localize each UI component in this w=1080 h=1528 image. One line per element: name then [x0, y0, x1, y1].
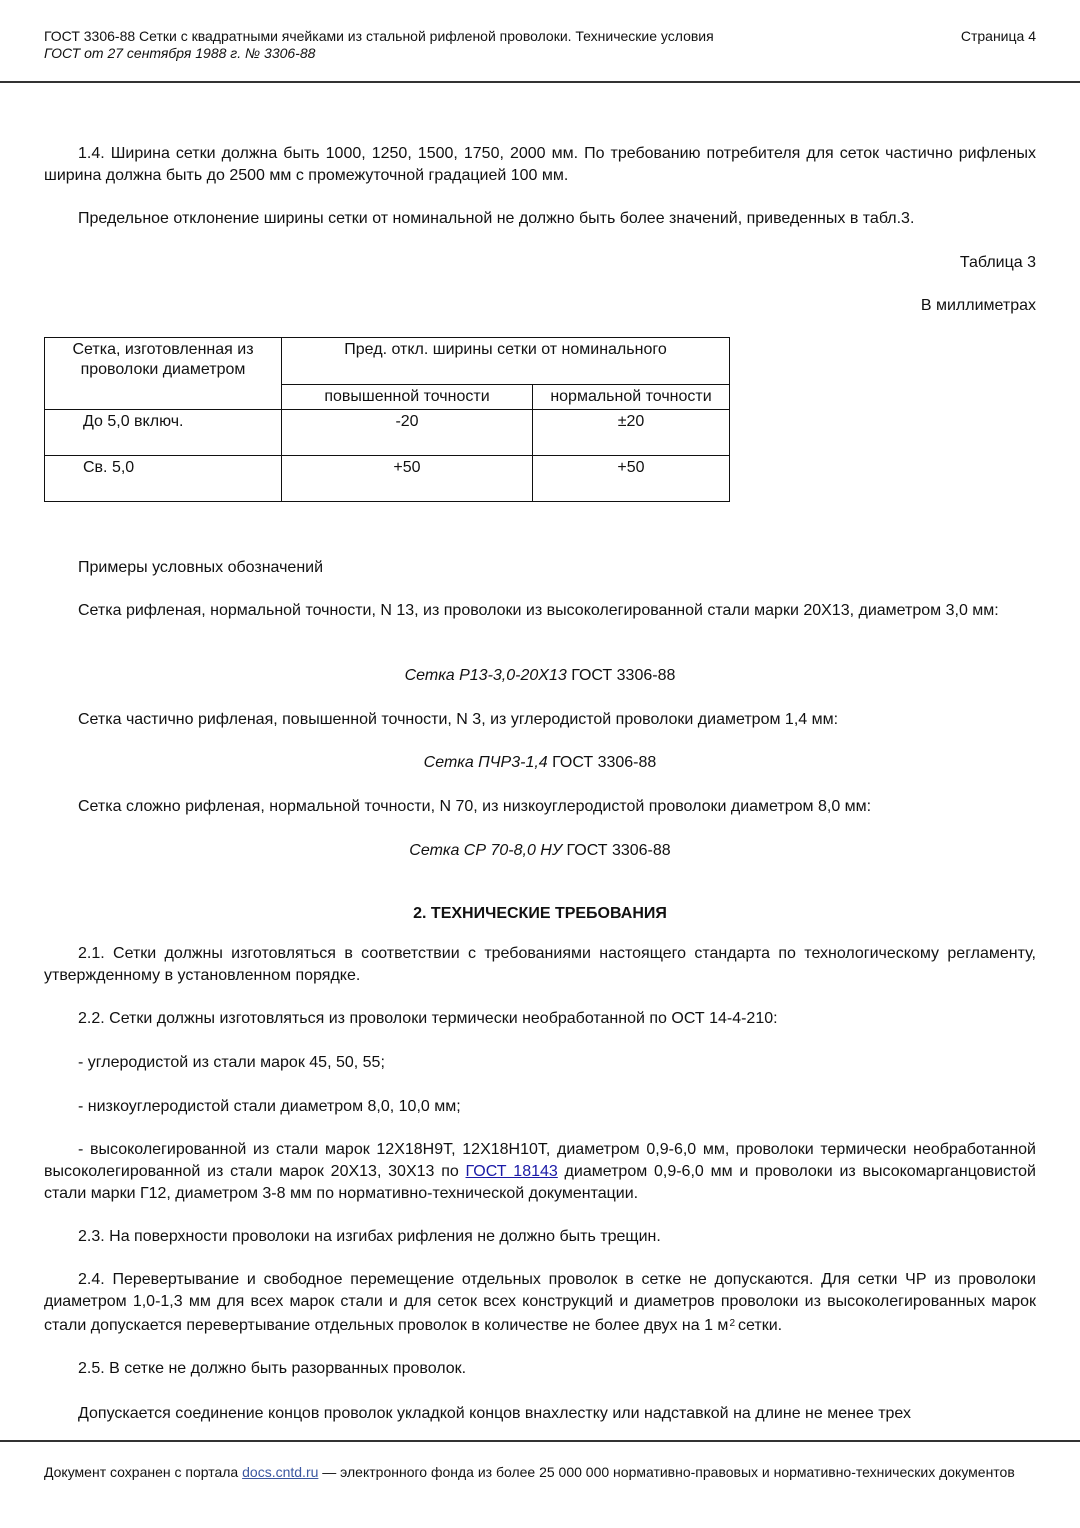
example-2-designation: Сетка ПЧР3-1,4 — [423, 754, 548, 771]
example-1-standard: ГОСТ 3306-88 — [566, 667, 676, 684]
document-title: ГОСТ 3306-88 Сетки с квадратными ячейками из стальной рифленой проволоки. Технические условия — [44, 28, 714, 44]
document-subtitle: ГОСТ от 27 сентября 1988 г. № 3306-88 — [44, 45, 316, 61]
paragraph-2-4 — [44, 1269, 1036, 1337]
page-footer — [44, 1464, 1024, 1480]
paragraph-joint: Допускается соединение концов проволок укладкой концов внахлестку или надставкой на длине не менее трех — [78, 1405, 911, 1422]
example-3-standard: ГОСТ 3306-88 — [562, 842, 671, 859]
examples-title: Примеры условных обозначений — [78, 559, 324, 576]
cell-normal: +50 — [533, 456, 730, 502]
cell-diameter: Св. 5,0 — [45, 456, 282, 502]
paragraph-2-1: 2.1. Сетки должны изготовляться в соответствии с требованиями настоящего стандарта по технологическому регламенту, утвержденному в установленном порядке. — [44, 945, 1036, 984]
example-3-designation: Сетка СР 70-8,0 НУ — [409, 842, 563, 859]
footer-text: Документ сохранен с портала — [44, 1464, 243, 1480]
paragraph-2-5: 2.5. В сетке не должно быть разорванных проволок. — [78, 1360, 467, 1377]
portal-link[interactable]: docs.cntd.ru — [242, 1464, 319, 1480]
table-subheader-normal: нормальной точности — [533, 385, 730, 410]
paragraph-deviation: Предельное отклонение ширины сетки от номинальной не должно быть более значений, приведенных в табл.3. — [78, 210, 915, 227]
footer-text: — электронного фонда из более 25 000 000 нормативно-правовых и нормативно-технических документов — [318, 1464, 1015, 1480]
example-1-code — [44, 665, 1036, 687]
cell-high: +50 — [282, 456, 533, 502]
paragraph-2-2: 2.2. Сетки должны изготовляться из проволоки термически необработанной по ОСТ 14-4-210: — [78, 1010, 778, 1027]
table-subheader-high: повышенной точности — [282, 385, 533, 410]
list-item-carbon: - углеродистой из стали марок 45, 50, 55; — [78, 1054, 385, 1071]
list-item-text: - высоколегированной из стали марок 12Х18Н9Т, 12Х18Н10Т, диаметром 0,9-6,0 мм, проволоки термически необработанной высоколегированной из стали марок 20Х13, 30Х13 по — [44, 1141, 1036, 1180]
cell-normal: ±20 — [533, 410, 730, 456]
paragraph-text: 2.4. Перевертывание и свободное перемещение отдельных проволок в сетке не допускаются. Для сетки ЧР из проволоки диаметром 1,0-1,3 мм для всех марок стали и для сеток всех конструкций и диаметров проволоки из высоколегированных марок стали допускается перевертывание отдельных проволок в количестве не более двух на 1 м — [44, 1271, 1036, 1334]
page-number: Страница 4 — [960, 28, 1036, 44]
tolerance-table — [44, 337, 730, 502]
example-2-code — [44, 752, 1036, 774]
example-3-code — [44, 840, 1036, 862]
table-units: В миллиметрах — [920, 297, 1036, 314]
superscript: 2 — [729, 1318, 735, 1329]
example-2-text: Сетка частично рифленая, повышенной точности, N 3, из углеродистой проволоки диаметром 1,4 мм: — [78, 711, 839, 728]
paragraph-2-3: 2.3. На поверхности проволоки на изгибах рифления не должно быть трещин. — [78, 1228, 661, 1245]
example-2-standard: ГОСТ 3306-88 — [547, 754, 657, 771]
table-row — [45, 410, 730, 456]
example-1-designation: Сетка Р13-3,0-20Х13 — [404, 667, 567, 684]
list-item-text: диаметром 0,9-6,0 мм и проволоки из высокомарганцовистой стали марки Г12, диаметром 3-8 мм по нормативно-технической документации. — [44, 1163, 1036, 1202]
table-header-diameter: Сетка, изготовленная из проволоки диаметром — [45, 338, 282, 410]
header-divider — [0, 81, 1080, 83]
gost-18143-link[interactable]: ГОСТ 18143 — [465, 1163, 558, 1180]
list-item-low-carbon: - низкоуглеродистой стали диаметром 8,0, 10,0 мм; — [78, 1098, 461, 1115]
paragraph-1-4: 1.4. Ширина сетки должна быть 1000, 1250, 1500, 1750, 2000 мм. По требованию потребителя для сеток частично рифленых ширина должна быть до 2500 мм с промежуточной градацией 100 мм. — [44, 145, 1036, 184]
footer-divider — [0, 1440, 1080, 1442]
table-row — [45, 456, 730, 502]
cell-diameter: До 5,0 включ. — [45, 410, 282, 456]
list-item-high-alloy — [44, 1139, 1036, 1205]
paragraph-text: сетки. — [738, 1317, 783, 1334]
example-1-text: Сетка рифленая, нормальной точности, N 13, из проволоки из высоколегированной стали марки 20Х13, диаметром 3,0 мм: — [78, 602, 999, 619]
example-3-text: Сетка сложно рифленая, нормальной точности, N 70, из низкоуглеродистой проволоки диаметром 8,0 мм: — [78, 798, 872, 815]
table-header-deviation: Пред. откл. ширины сетки от номинального — [282, 338, 730, 385]
table-caption: Таблица 3 — [959, 254, 1036, 271]
cell-high: -20 — [282, 410, 533, 456]
section-2-heading: 2. ТЕХНИЧЕСКИЕ ТРЕБОВАНИЯ — [413, 905, 667, 922]
